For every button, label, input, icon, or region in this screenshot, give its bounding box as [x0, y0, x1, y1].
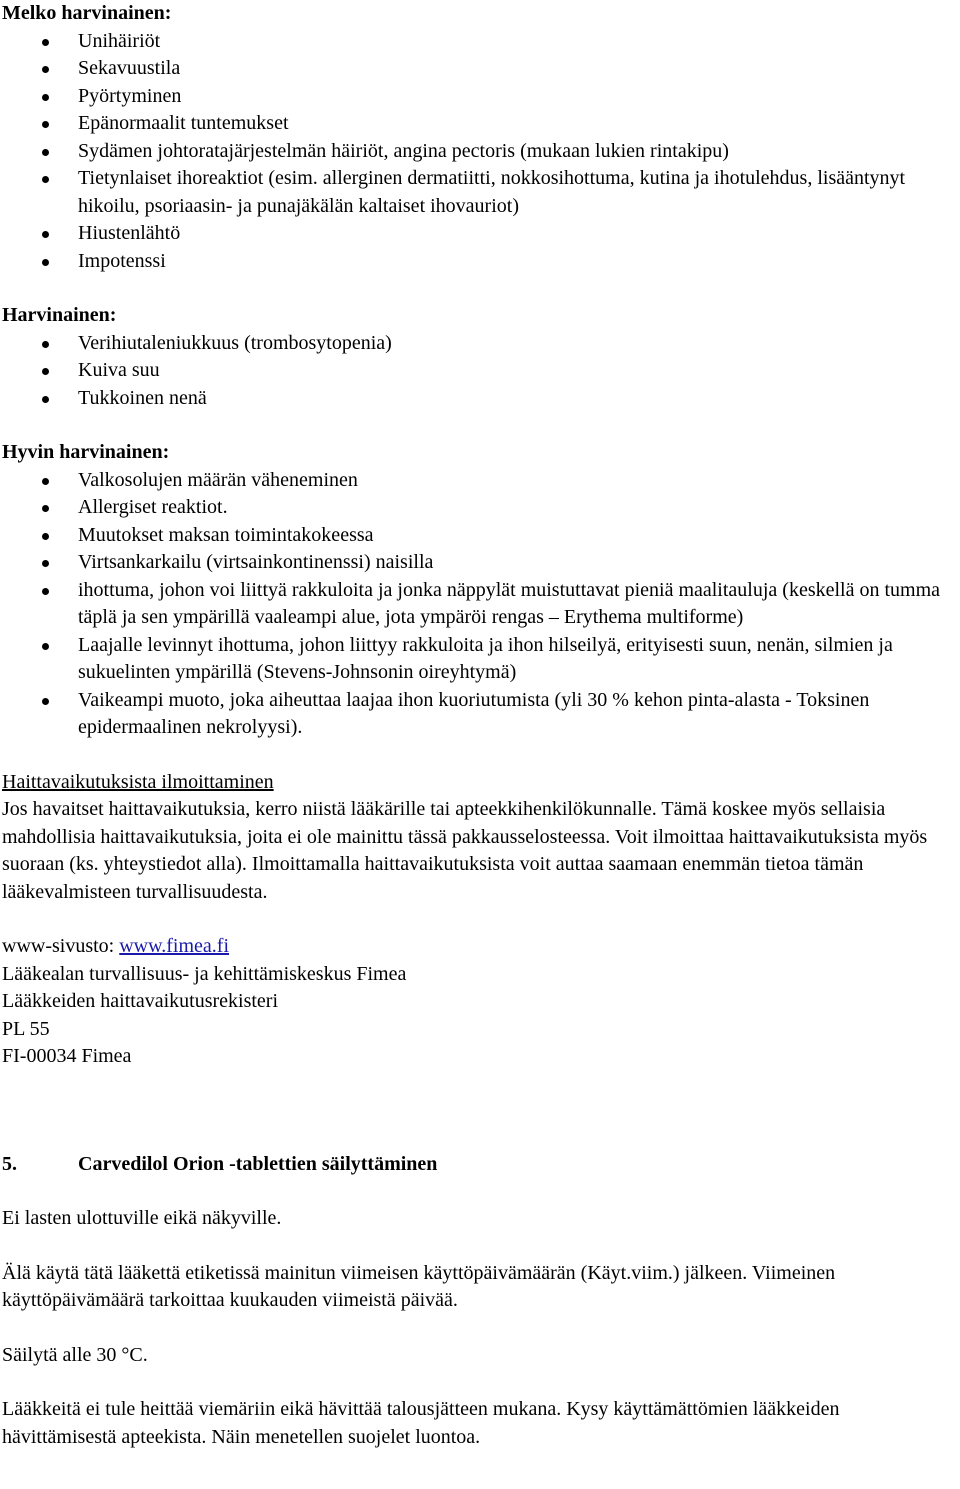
spacer — [0, 275, 960, 302]
address-line: Lääkealan turvallisuus- ja kehittämiskeskus Fimea — [2, 962, 407, 985]
bullet-list — [0, 28, 960, 276]
section-heading: Harvinainen: — [2, 304, 117, 326]
website-line — [0, 933, 960, 961]
spacer — [0, 1315, 960, 1342]
list-item: ihottuma, johon voi liittyä rakkuloita ja jonka näppylät muistuttavat pieniä maalitauluja (keskellä on tumma täplä ja sen ympärillä vaaleampi alue, jota ympäröi rengas – Erythema multiforme) — [0, 577, 960, 632]
section-title-text: Carvedilol Orion -tablettien säilyttäminen — [78, 1152, 438, 1175]
address-line: PL 55 — [2, 1017, 50, 1040]
list-item: Impotenssi — [0, 248, 960, 276]
reporting-heading: Haittavaikutuksista ilmoittaminen — [2, 770, 274, 793]
spacer — [0, 742, 960, 769]
section-rare — [0, 302, 960, 412]
storage-paragraph: Säilytä alle 30 °C. — [2, 1343, 148, 1366]
spacer — [0, 1233, 960, 1260]
list-item: Verihiutaleniukkuus (trombosytopenia) — [0, 330, 960, 358]
list-item: Allergiset reaktiot. — [0, 494, 960, 522]
list-item: Unihäiriöt — [0, 28, 960, 56]
section-number: 5. — [2, 1152, 17, 1175]
list-item: Epänormaalit tuntemukset — [0, 110, 960, 138]
list-item: Tietynlaiset ihoreaktiot (esim. allerginen dermatiitti, nokkosihottuma, kutina ja ihotulehdus, lisääntynyt hikoilu, psoriaasin- ja punajäkälän kaltaiset ihovauriot) — [0, 165, 960, 220]
fimea-link[interactable]: www.fimea.fi — [119, 935, 230, 957]
bullet-list — [0, 330, 960, 413]
spacer — [0, 1178, 960, 1205]
list-item: Sydämen johtoratajärjestelmän häiriöt, angina pectoris (mukaan lukien rintakipu) — [0, 138, 960, 166]
list-item: Virtsankarkailu (virtsainkontinenssi) naisilla — [0, 549, 960, 577]
list-item: Kuiva suu — [0, 357, 960, 385]
spacer — [0, 412, 960, 439]
list-item: Muutokset maksan toimintakokeessa — [0, 522, 960, 550]
address-line: Lääkkeiden haittavaikutusrekisteri — [2, 990, 279, 1012]
section-uncommon — [0, 0, 960, 275]
website-label: www-sivusto: — [2, 935, 120, 957]
storage-paragraph: Lääkkeitä ei tule heittää viemäriin eikä hävittää talousjätteen mukana. Kysy käyttämättömien lääkkeiden hävittämisestä apteekista. Näin menetellen suojelet luontoa. — [2, 1398, 840, 1448]
spacer — [0, 1125, 960, 1151]
list-item: Laajalle levinnyt ihottuma, johon liittyy rakkuloita ja ihon hilseilyä, erityisesti suun, nenän, silmien ja sukuelinten ympärillä (Stevens-Johnsonin oireyhtymä) — [0, 632, 960, 687]
spacer — [0, 1098, 960, 1125]
spacer — [0, 906, 960, 933]
list-item: Pyörtyminen — [0, 83, 960, 111]
storage-title — [0, 1151, 960, 1179]
list-item: Valkosolujen määrän väheneminen — [0, 467, 960, 495]
list-item: Vaikeampi muoto, joka aiheuttaa laajaa ihon kuoriutumista (yli 30 % kehon pinta-alasta - Toksinen epidermaalinen nekrolyysi). — [0, 687, 960, 742]
reporting-section — [0, 769, 960, 1071]
storage-paragraph: Ei lasten ulottuville eikä näkyville. — [2, 1207, 282, 1229]
list-item: Sekavuustila — [0, 55, 960, 83]
section-very-rare — [0, 439, 960, 742]
reporting-paragraph: Jos havaitset haittavaikutuksia, kerro niistä lääkärille tai apteekkihenkilökunnalle. Tämä koskee myös sellaisia mahdollisia haittavaikutuksia, joita ei ole mainittu tässä pakkausselosteessa. Voit ilmoittaa haittavaikutuksista myös suoraan (ks. yhteystiedot alla). Ilmoittamalla haittavaikutuksista voit auttaa saamaan enemmän tietoa tämän lääkevalmisteen turvallisuudesta. — [2, 798, 928, 903]
list-item: Tukkoinen nenä — [0, 385, 960, 413]
storage-section — [0, 1151, 960, 1452]
storage-paragraph: Älä käytä tätä lääkettä etiketissä mainitun viimeisen käyttöpäivämäärän (Käyt.viim.) jälkeen. Viimeinen käyttöpäivämäärä tarkoittaa kuukauden viimeistä päivää. — [2, 1261, 836, 1311]
spacer — [0, 1369, 960, 1396]
bullet-list — [0, 467, 960, 742]
section-heading: Melko harvinainen: — [2, 2, 172, 24]
section-heading: Hyvin harvinainen: — [2, 441, 170, 463]
spacer — [0, 1071, 960, 1098]
address-line: FI-00034 Fimea — [2, 1045, 132, 1067]
list-item: Hiustenlähtö — [0, 220, 960, 248]
